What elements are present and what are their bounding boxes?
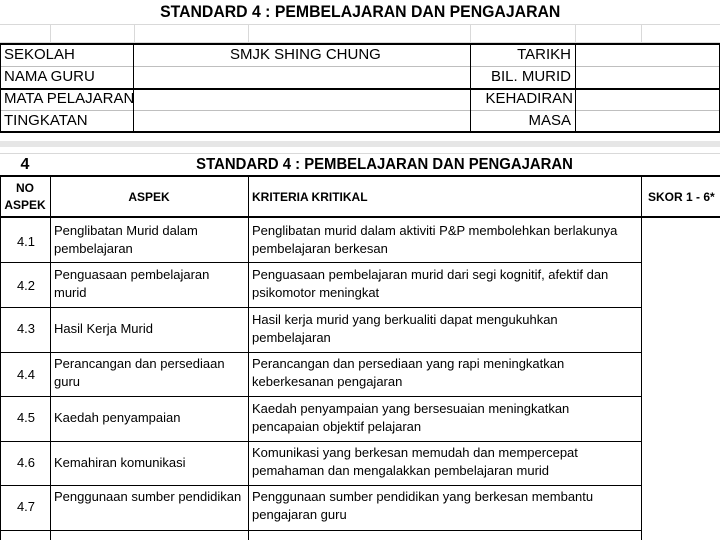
bil-murid-field[interactable] — [576, 67, 718, 87]
header-no-aspek — [0, 180, 50, 214]
header-skor: SKOR 1 - 6* — [648, 190, 715, 204]
kriteria-cell: Penggunaan sumber pendidikan yang berkesan membantu pengajaran guru — [252, 489, 594, 522]
table-header-border — [0, 216, 720, 218]
row-border — [0, 485, 642, 486]
kehadiran-label: KEHADIRAN — [485, 90, 573, 107]
masa-field[interactable] — [576, 111, 718, 131]
nama-guru-field[interactable] — [134, 67, 469, 87]
gridline — [575, 24, 576, 44]
col-border — [0, 175, 1, 540]
gridline — [0, 153, 720, 154]
kriteria-cell: Perancangan dan persediaan yang rapi meningkatkan keberkesanan pengajaran — [252, 356, 565, 389]
row-border — [0, 396, 642, 397]
gridline — [641, 24, 642, 44]
page-title: STANDARD 4 : PEMBELAJARAN DAN PENGAJARAN — [159, 2, 561, 21]
section-title: STANDARD 4 : PEMBELAJARAN DAN PENGAJARAN — [196, 156, 574, 173]
row-number: 4.6 — [16, 455, 36, 470]
header-aspek: ASPEK — [128, 190, 170, 204]
info-border — [0, 43, 1, 133]
tingkatan-label: TINGKATAN — [4, 112, 88, 129]
aspek-cell: Kaedah penyampaian — [54, 410, 181, 425]
kriteria-cell: Penglibatan murid dalam aktiviti P&P membolehkan berlakunya pembelajaran berkesan — [252, 223, 618, 256]
gridline — [134, 24, 135, 44]
gridline — [248, 24, 249, 44]
section-number: 4 — [20, 156, 30, 173]
row-border — [0, 530, 642, 531]
aspek-cell: Hasil Kerja Murid — [54, 321, 153, 336]
row-number: 4.2 — [16, 278, 36, 293]
header-no-aspek-line2: ASPEK — [4, 198, 46, 212]
row-border — [0, 441, 642, 442]
gridline — [0, 24, 720, 25]
row-number: 4.4 — [16, 367, 36, 382]
kriteria-cell: Penguasaan pembelajaran murid dari segi kognitif, afektif dan psikomotor meningkat — [252, 267, 609, 300]
tingkatan-field[interactable] — [134, 111, 469, 131]
skor-input[interactable] — [642, 353, 720, 396]
bil-murid-label: BIL. MURID — [490, 68, 571, 85]
mata-pelajaran-label: MATA PELAJARAN — [4, 90, 135, 107]
masa-label: MASA — [528, 112, 571, 129]
skor-input[interactable] — [642, 442, 720, 485]
tarikh-label: TARIKH — [517, 46, 571, 63]
kriteria-cell: Hasil kerja murid yang berkualiti dapat mengukuhkan pembelajaran — [252, 312, 558, 345]
row-border — [0, 352, 642, 353]
header-no-aspek-line1: NO — [16, 181, 34, 195]
skor-input[interactable] — [642, 397, 720, 441]
row-number: 4.5 — [16, 410, 36, 425]
nama-guru-label: NAMA GURU — [4, 68, 95, 85]
aspek-cell: Penguasaan pembelajaran murid — [54, 267, 210, 300]
skor-input[interactable] — [642, 263, 720, 307]
row-number: 4.7 — [16, 499, 36, 514]
row-border — [0, 262, 642, 263]
separator-bar — [0, 141, 720, 147]
sekolah-label: SEKOLAH — [4, 46, 75, 63]
kriteria-cell: Kaedah penyampaian yang bersesuaian meningkatkan pencapaian objektif pelajaran — [252, 401, 570, 434]
mata-pelajaran-field[interactable] — [134, 90, 469, 110]
col-border — [50, 175, 51, 540]
gridline — [470, 24, 471, 44]
gridline — [50, 24, 51, 44]
row-border — [0, 307, 642, 308]
info-bottom-border — [0, 131, 720, 133]
col-border — [248, 175, 249, 540]
row-number: 4.3 — [16, 321, 36, 336]
aspek-cell: Penglibatan Murid dalam pembelajaran — [54, 223, 198, 256]
sekolah-value[interactable]: SMJK SHING CHUNG — [230, 46, 381, 63]
kriteria-cell: Komunikasi yang berkesan memudah dan mempercepat pemahaman dan mengalakkan pembelajaran murid — [252, 445, 578, 478]
skor-input[interactable] — [642, 486, 720, 530]
row-number: 4.1 — [16, 234, 36, 249]
aspek-cell: Kemahiran komunikasi — [54, 455, 186, 470]
skor-input[interactable] — [642, 308, 720, 352]
skor-input[interactable] — [642, 218, 720, 262]
tarikh-field[interactable] — [576, 45, 718, 65]
header-kriteria: KRITERIA KRITIKAL — [252, 190, 368, 204]
aspek-cell: Penggunaan sumber pendidikan — [54, 489, 242, 504]
aspek-cell: Perancangan dan persediaan guru — [54, 356, 225, 389]
kehadiran-field[interactable] — [576, 90, 718, 110]
table-top-border — [0, 175, 720, 177]
